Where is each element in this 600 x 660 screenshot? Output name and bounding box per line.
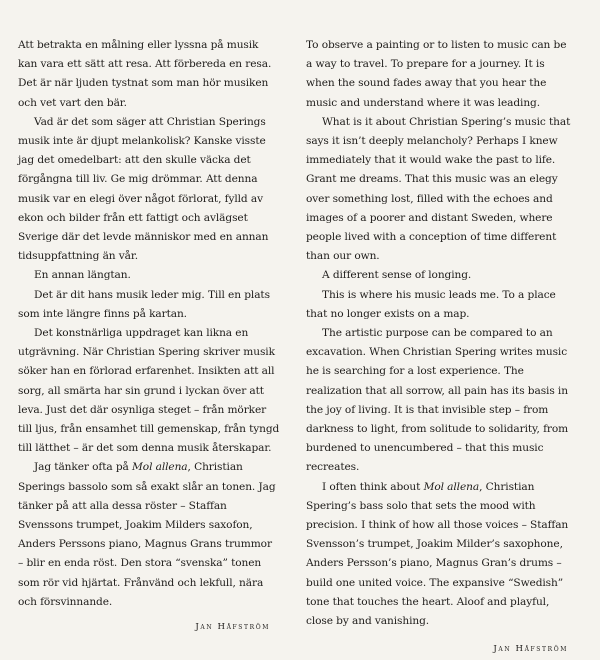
text: , Christian Spering’s bass solo that sets the mood with precision. I think of how all those voices – Staffan Svensson’s trumpet, Joakim Milder’s saxophone, Anders Persson’s piano, Magnus Gran’s drums – build one united voice. The expansive “Swedish” tone that touches the heart. Aloof and playful, close by and vanishing. (306, 480, 569, 628)
paragraph: What is it about Christian Spering’s music that says it isn’t deeply melancholy? Perhaps I knew immediately that it would wake the past to life. Grant me dreams. That this music was an elegy over something lost, filled with the echoes and images of a poorer and distant Sweden, where people lived with a conception of time different than our own. (306, 115, 571, 263)
paragraph (18, 458, 280, 612)
paragraph: To observe a painting or to listen to music can be a way to travel. To prepare for a journey. It is when the sound fades away that you hear the music and understand where it was leading. (306, 39, 567, 109)
album-title: Mol allena (132, 461, 188, 474)
author-signature: Jan Håfström (493, 644, 568, 655)
paragraph: A different sense of longing. (322, 269, 472, 282)
text: Jag tänker ofta på (34, 461, 133, 474)
paragraph: Det konstnärliga uppdraget kan likna en utgrävning. När Christian Spering skriver musik söker han en förlorad erfarenhet. Insikten att all sorg, all smärta har sin grund i lyckan över att leva. Just det där osynliga steget – från mörker till ljus, från ensamhet till gemenskap, från tyngd till lätthet – är det som denna musik återskapar. (18, 327, 280, 455)
paragraph: Att betrakta en målning eller lyssna på musik kan vara ett sätt att resa. Att förbereda en resa. Det är när ljuden tystnat som man hör musiken och vet vart den bär. (18, 39, 272, 109)
paragraph: En annan längtan. (34, 269, 131, 282)
text: I often think about (322, 480, 424, 493)
album-title: Mol allena (423, 480, 480, 493)
paragraph: Vad är det som säger att Christian Sperings musik inte är djupt melankolisk? Kanske visste jag det omedelbart: att den skulle väcka det förgångna till liv. Ge mig drömmar. Att denna musik var en elegi över något förlorat, fylld av ekon och bilder från ett fattigt och avlägset Sverige där det levde människor med en annan tidsuppfattning än vår. (18, 115, 269, 263)
paragraph: The artistic purpose can be compared to an excavation. When Christian Spering writes music he is searching for a lost experience. The realization that all sorrow, all pain has its basis in the joy of living. It is that invisible step – from darkness to light, from solitude to solidarity, from burdened to unencumbered – that this music recreates. (306, 327, 569, 474)
paragraph: Det är dit hans musik leder mig. Till en plats som inte längre finns på kartan. (18, 288, 270, 320)
english-column (306, 36, 572, 660)
paragraph (306, 478, 572, 632)
swedish-column (18, 36, 280, 637)
text: , Christian Sperings bassolo som så exakt slår an tonen. Jag tänker på att alla dessa röster – Staffan Svenssons trumpet, Joakim Milders saxofon, Anders Perssons piano, Magnus Grans trummor – blir en enda röst. Den stora “svenska” tonen som rör vid hjärtat. Frånvänd och lekfull, nära och försvinnande. (18, 461, 276, 608)
author-signature: Jan Håfström (195, 622, 270, 633)
paragraph: This is where his music leads me. To a place that no longer exists on a map. (306, 288, 556, 320)
